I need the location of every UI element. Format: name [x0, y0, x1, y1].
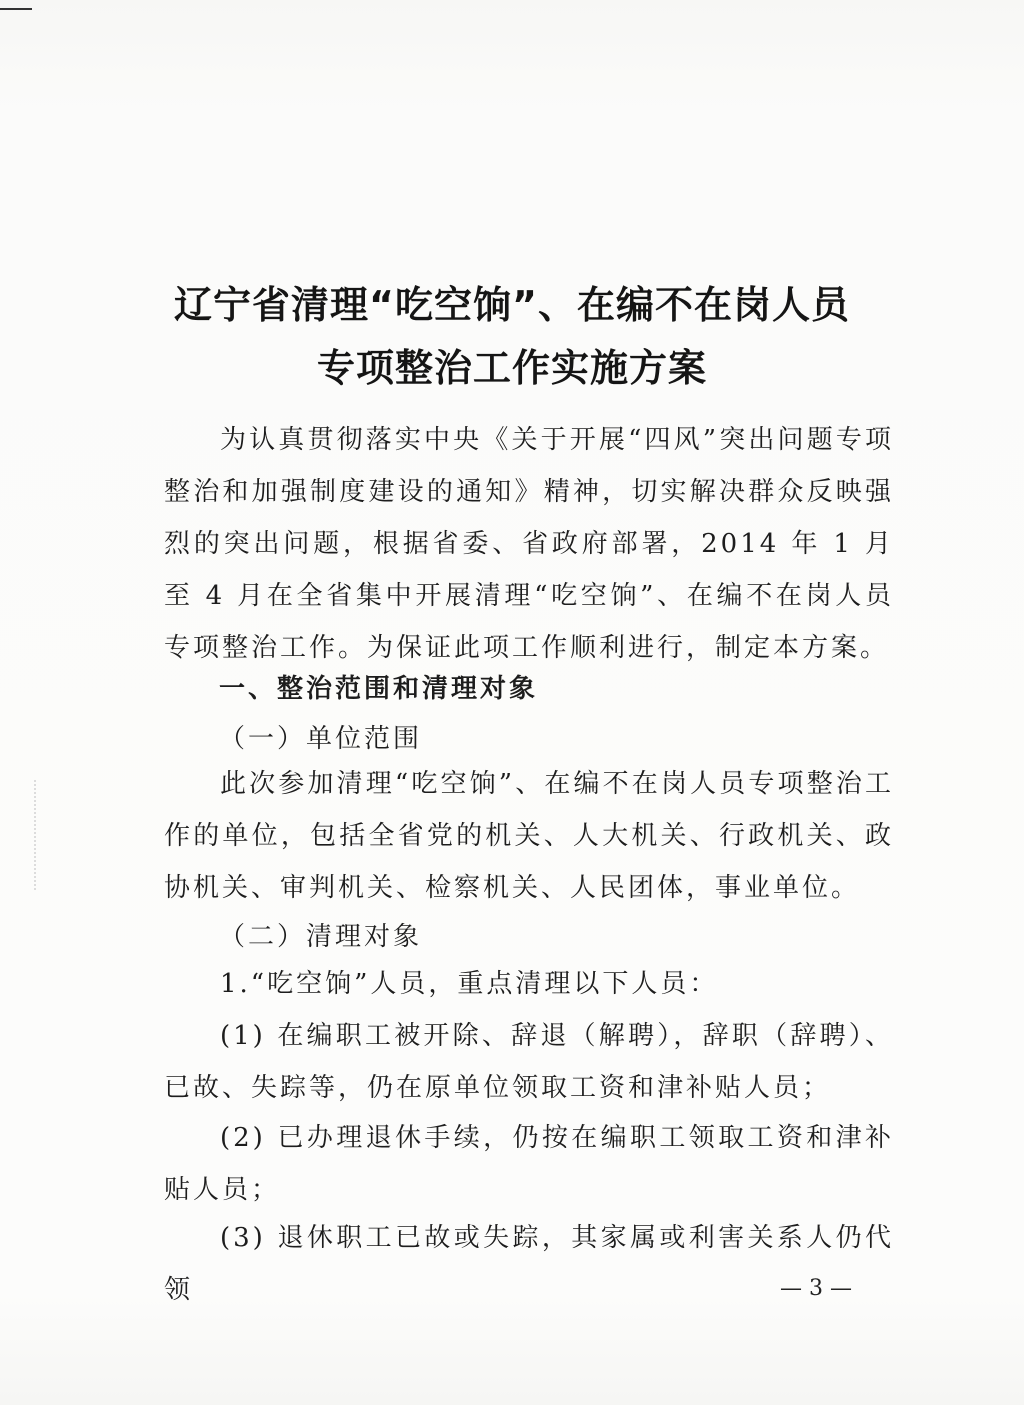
- item1-2-paragraph: (2) 已办理退休手续，仍按在编职工领取工资和津补贴人员；: [164, 1123, 894, 1205]
- intro-paragraph: 为认真贯彻落实中央《关于开展“四风”突出问题专项整治和加强制度建设的通知》精神，切实解决群众反映强烈的突出问题，根据省委、省政府部署，2014 年 1 月至 4 月在全省集中开展清理“吃空饷”、在编不在岗人员专项整治工作。为保证此项工作顺利进行，制定本方案。: [164, 425, 894, 663]
- item1-3-paragraph: (3) 退休职工已故或失踪，其家属或利害关系人仍代领: [164, 1223, 894, 1305]
- page-number: — 3 —: [780, 1276, 852, 1301]
- section1-heading: 一、整治范围和清理对象: [219, 674, 539, 704]
- document-title-line1: 辽宁省清理“吃空饷”、在编不在岗人员: [174, 283, 850, 327]
- item1-paragraph: 1.“吃空饷”人员，重点清理以下人员：: [220, 969, 719, 999]
- document-title-line2: 专项整治工作实施方案: [316, 346, 707, 390]
- scan-corner-mark: [0, 8, 32, 10]
- sub2-heading: （二）清理对象: [219, 922, 423, 952]
- binding-holes: [34, 780, 46, 890]
- item1-1-paragraph: (1) 在编职工被开除、辞退（解聘），辞职（辞聘）、已故、失踪等，仍在原单位领取工资和津补贴人员；: [164, 1021, 894, 1103]
- sub1-heading: （一）单位范围: [219, 724, 423, 754]
- sub1-paragraph: 此次参加清理“吃空饷”、在编不在岗人员专项整治工作的单位，包括全省党的机关、人大机关、行政机关、政协机关、审判机关、检察机关、人民团体，事业单位。: [164, 769, 894, 903]
